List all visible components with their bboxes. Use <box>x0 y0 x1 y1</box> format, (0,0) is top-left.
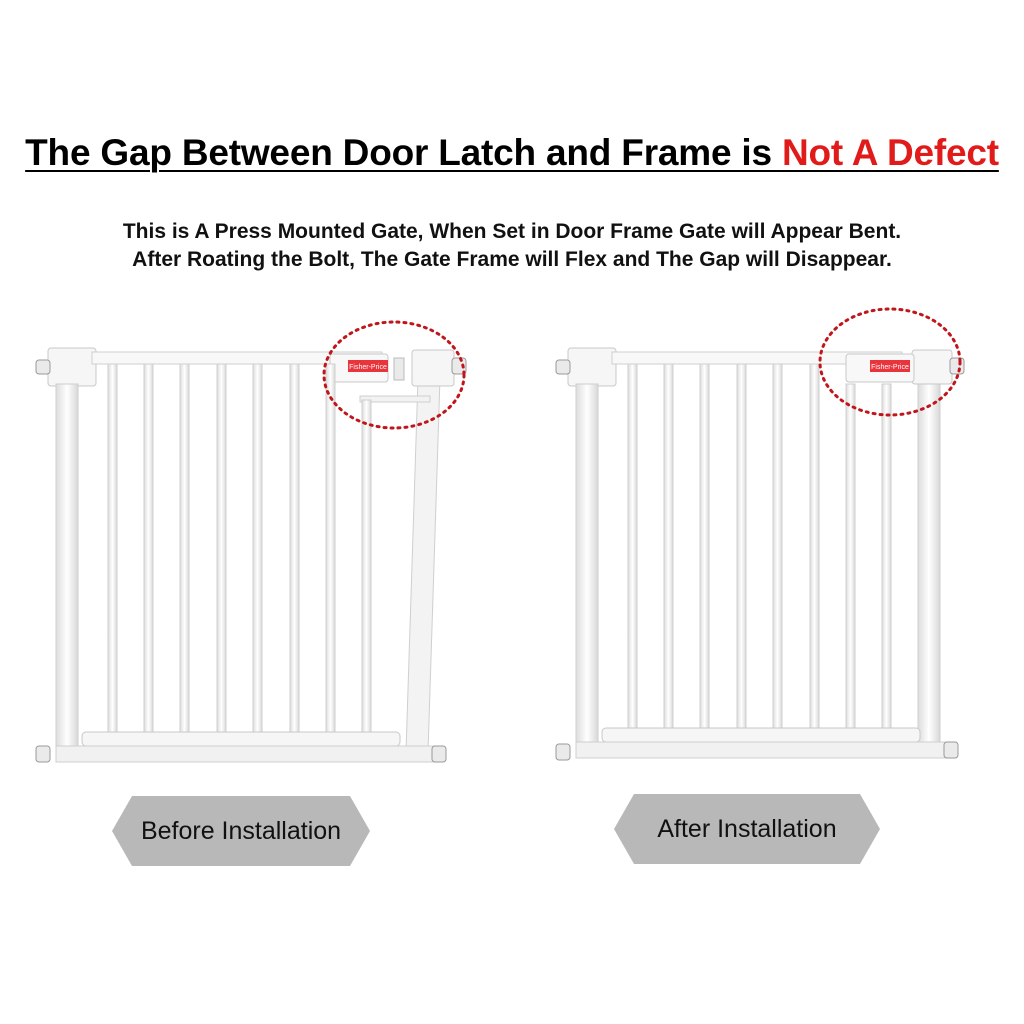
page-title <box>0 132 1024 174</box>
before-installation-label <box>112 796 370 866</box>
before-installation-text: Before Installation <box>140 816 342 845</box>
brand-logo-after: Fisher-Price <box>871 364 909 371</box>
after-installation-text: After Installation <box>657 814 837 843</box>
gate-after-image <box>540 300 1000 785</box>
after-installation-label <box>614 794 880 864</box>
description-line-1: This is A Press Mounted Gate, When Set in Door Frame Gate will Appear Bent. <box>122 220 902 243</box>
gate-after-illustration <box>540 300 1000 780</box>
gate-before-illustration <box>20 300 480 780</box>
title-highlight-text: Not A Defect <box>781 132 999 173</box>
title-main-text: The Gap Between Door Latch and Frame is <box>25 132 782 173</box>
gate-before-image <box>20 300 480 785</box>
description-line-2: After Roating the Bolt, The Gate Frame will Flex and The Gap will Disappear. <box>132 248 892 271</box>
title-underlined <box>25 132 999 173</box>
brand-logo-before: Fisher-Price <box>349 364 387 371</box>
